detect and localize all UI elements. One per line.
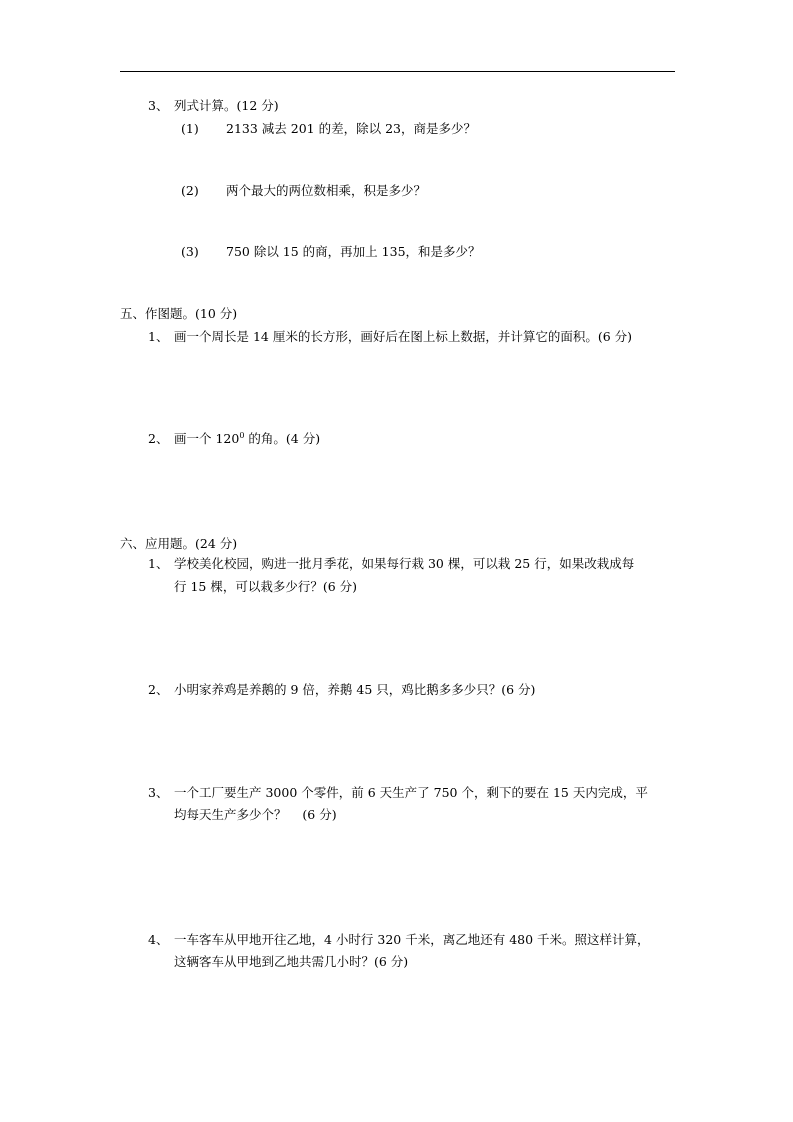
- question-num: 1、: [148, 556, 169, 571]
- section6-question-2: [148, 682, 535, 698]
- question-num: 2、: [148, 682, 169, 697]
- section6-question-3: [148, 785, 648, 801]
- list-item: [181, 183, 426, 199]
- question-num: 3、: [148, 785, 169, 800]
- section3-heading-text: 列式计算。(12 分): [174, 98, 279, 113]
- question-text-after: 的角。(4 分): [244, 431, 321, 446]
- section6-question-3-line2: 均每天生产多少个？ (6 分): [174, 807, 337, 822]
- question-num: 4、: [148, 932, 169, 947]
- section5-question-2: [148, 431, 320, 447]
- item-num: (1): [181, 121, 199, 136]
- section3-heading: [148, 98, 279, 114]
- item-num: (2): [181, 183, 199, 198]
- section6-question-1-line2: 行 15 棵，可以栽多少行？(6 分): [174, 579, 358, 594]
- list-item: [181, 244, 481, 260]
- item-text: 2133 减去 201 的差，除以 23，商是多少？: [226, 121, 476, 136]
- item-text: 两个最大的两位数相乘，积是多少？: [226, 183, 427, 198]
- question-text: 画一个周长是 14 厘米的长方形，画好后在图上标上数据，并计算它的面积。(6 分): [174, 329, 633, 344]
- item-num: (3): [181, 244, 199, 259]
- header-rule: [120, 71, 675, 72]
- section6-question-4-line2: 这辆客车从甲地到乙地共需几小时？(6 分): [174, 954, 409, 969]
- question-num: 1、: [148, 329, 169, 344]
- section6-question-1: [148, 556, 634, 572]
- degree-superscript: 0: [239, 431, 245, 440]
- list-item: [181, 121, 476, 137]
- item-text: 750 除以 15 的商，再加上 135，和是多少？: [226, 244, 481, 259]
- section5-heading: 五、作图题。(10 分): [120, 306, 238, 321]
- section6-question-4: [148, 932, 650, 948]
- section6-heading: 六、应用题。(24 分): [120, 536, 238, 551]
- question-text-before: 画一个 120: [174, 431, 240, 446]
- question-text-line1: 一个工厂要生产 3000 个零件，前 6 天生产了 750 个，剩下的要在 15 天内完成，平: [174, 785, 648, 800]
- section5-question-1: [148, 329, 632, 345]
- section3-heading-num: 3、: [148, 98, 169, 113]
- question-text: 小明家养鸡是养鹅的 9 倍，养鹅 45 只，鸡比鹅多多少只？(6 分): [174, 682, 536, 697]
- question-text-line1: 学校美化校园，购进一批月季花，如果每行栽 30 棵，可以栽 25 行，如果改栽成每: [174, 556, 635, 571]
- question-num: 2、: [148, 431, 169, 446]
- question-text-line1: 一车客车从甲地开往乙地，4 小时行 320 千米，离乙地还有 480 千米。照这样计算，: [174, 932, 650, 947]
